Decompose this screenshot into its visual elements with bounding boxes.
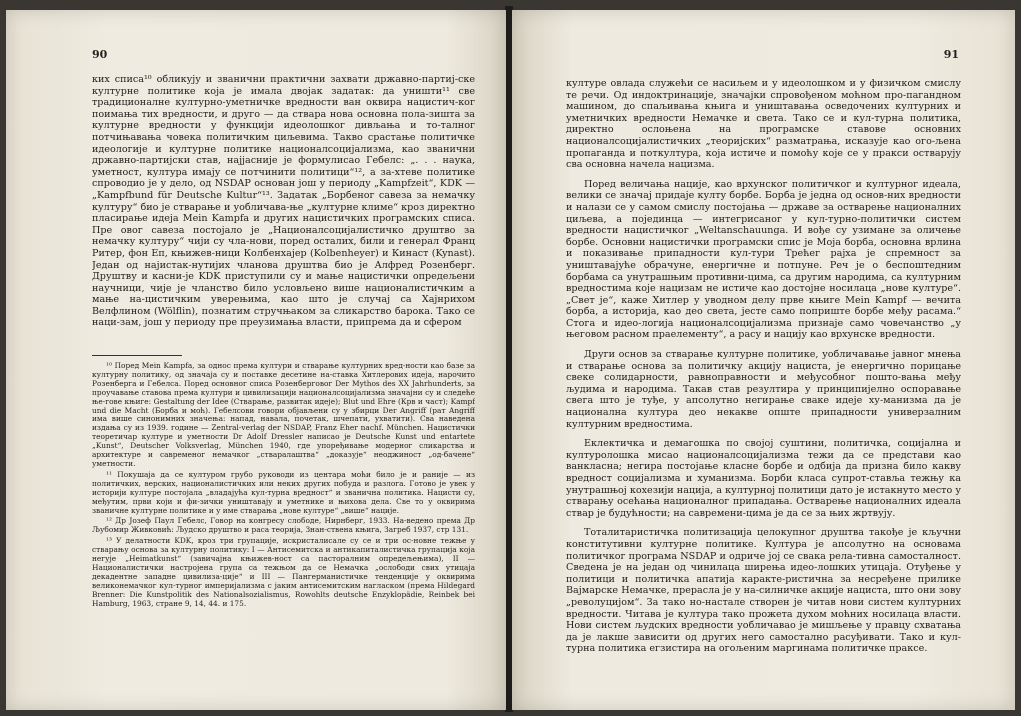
- footnote-13: ¹³ У делатности KDK, кроз три групације, искристалисале су се и три ос-новне тежње у стварању основа за културну политику: I — Антисемитска и антикапиталистичка групација која негује „Heimatkunst“ (завичајна књижев-ност са пасторалним опредељењима), II — Националистички настројена група са тежњом да се Немачка „ослободи свих утицаја декадентне западне цивилиза-ције“ и III — Пангерманистичке тенденције у оквирима великонемачког кул-турног империјализма с јаким антисемитским нагласком (према Hildegard Brenner: Die Kunstpolitik des Nationalsozialismus, Rowohlts deutsche Enzyklopädie, Reinbek bei Hamburg, 1963, стране 9, 14, 44. и 175.: [92, 536, 475, 608]
- right-paragraph-1: културе овлада служећи се насиљем и у идеолошком и у физичком смислу те речи. Од индоктринације, значајки спровођеном моћном про-пагандном машином, до спаљивања књига и уништавања осведочених културних и уметничких вредности Немачке и света. Тако се и кул-турна политика, директно ослоњена на програмске ставове основних националсоцијалистичких „теоријских“ разматрања, исказује као ого-љена пропаганда и поткултура, која истиче и помоћу које се у пракси остварују сва основна начела нацизма.: [566, 78, 961, 171]
- page-number-right: 91: [943, 48, 959, 61]
- right-page: [512, 10, 1015, 710]
- left-body-text: [92, 74, 475, 350]
- footnote-separator: [92, 355, 182, 356]
- page-number-left: 90: [92, 48, 108, 61]
- footnote-10: ¹⁰ Поред Mein Kampfa, за однос према култури и стварање културних вред-ности као базе за културну политику, од значаја су и поставке десетине на-ставка Хитлерових идеја, нарочито Розенберга и Гебелса. Поред основног списа Розенберговог Der Mythos des XX Jahrhunderts, за проучавање ставова према култури и цивилизацији националсоцијализма значајни су и следеће ње-гове књиге: Gestaltung der Idee (Стварање, развитак идеје); Blut und Ehre (Крв и част); Kampf und die Macht (Борба и моћ). Гебелсови говори објављени су у збирци Der Angriff (рат Angriff има више синонимних значења: напад, навала, почетак, шчепати, ухватити). Сва наведена издања су из 1939. године — Zentral-verlag der NSDAP, Franz Eher nachf. München. Нацистички теоретичар културе и уметности Dr Adolf Dressler написао је Deutsche Kunst und entartete „Kunst“, Deutscher Volksverlag, München 1940, где упоређивање модерног сликарства и архитектуре и савременог немачког „стваралаштва“ „доказује“ неоджиност „од-бачене“ уметности.: [92, 362, 475, 468]
- left-body-paragraph: ких списа¹⁰ обликују и званични практични захвати државно-партиј-ске културне политике која је имала двојак задатак: да уништи¹¹ све традиционалне културно-уметничке вредности ван оквира нацистич-ког поимања тих вредности, и друго — да ствара нова основна пола-зишта за културне вредности у функцији идеолошког дивљања и то-талног потчињавања човека политичким циљевима. Такво срастање политичке идеологије и културне политике националсоцијализма, као званични државно-партијски став, најјасније је формулисао Гебелс: „. . . наука, уметност, култура имају се потчинити политици“¹², а за-хтеве политике спроводио је у дело, од NSDAP основан још у периоду „Kampfzeit“, KDK — „Kampfbund für Deutsche Kultur“¹³. Задатак „Борбеног савеза за немачку културу“ био је стварање и уобличава-ње „културне климе“ кроз директно пласирање идеја Mein Kampfa и других нацистичких програмских списа. Пре овог савеза постојало је „Националсоцијалистичко друштво за немачку културу“ чији су чла-нови, поред осталих, били и генерал Франц Ритер, фон Еп, књижев-ници Колбенхајер (Kolbenheyer) и Кинаст (Kynast). Један од најистак-нутијих чланова друштва био је Алфред Розенберг. Друштву и касни-је KDK приступили су и мање нацистички опредељени научници, чије је чланство било условљено више националистичким а мање на-цистичким уверењима, као што је случај са Хајнрихом Велфлином (Wölflin), познатим стручњаком за сликарство барока. Тако се наци-зам, још у периоду пре преузимања власти, припрема да и сфером: [92, 74, 475, 329]
- right-paragraph-2: Поред величања нације, као врхунског политичког и културног идеала, велики се значај придаје култу борбе. Борба је једна од основ-них вредности и налази се у самом смислу постојања — државе за остварење националних циљева, а појединца — интегрисаног у кул-турно-политички систем вредности нацистичког „Weltanschauunga. И вође су узимане за оличење борбе. Основни нацистички програмски спис је Моја борба, основна врлина и показивање припадности кул-тури Трећег рајха је спремност за уништавајуће обрачуне, енергичне и потпуне. Реч је о беспоштедним борбама са унутрашњим противни-цима, са другим народима, са културним вредностима које нацизам не истиче као достојне носилаца „нове културе“. „Свет је“, каже Хитлер у уводном делу прве књиге Mein Kampf — вечита борба, а историја, као део света, јесте само поприште борбе међу расама.“ Стога и идео-логија националсоцијализма признаје само човечанство „у његовом расном праелементу“, а расу и нацију као врхунске вредности.: [566, 178, 961, 341]
- footnote-12: ¹² Др Јозеф Паул Гебелс, Говор на конгресу слободе, Нирнберг, 1933. На-ведено према Др Љубомир Живковић: Људско друштво и раса теорија, Знан-ствена књига, Загреб 1937, стр 131.: [92, 516, 475, 535]
- right-paragraph-4: Еклектичка и демагошка по својој суштини, политичка, социјална и културолошка мисао националсоцијализма тежи да се представи као ванкласна; негира постојање класне борбе и одбија да призна било какву вредност социјализма и хуманизма. Борби класа супрот-стављa тежњу ка унутрашњој кохезији нација, а културној политици дато је истакнуто место у стварању осећања националног припадања. Остварење националних идеала ствар је будућности; на савремени-цима је да се за њих жртвују.: [566, 438, 961, 519]
- right-body-text: [566, 78, 961, 690]
- footnote-11: ¹¹ Покушаја да се културом грубо руководи из центара моћи било је и раније — из политичких, верских, националистичких или неких других побуда и разлога. Готово је увек у историји културе постојала „владајућа кул-турна вредност“ и званична политика. Нацисти су, међутим, први који и фи-зички уништавају и уметнике и њихова дела. Све то у оквирима званичне културне политике и у име стварања „нове културе“ „више“ нације.: [92, 469, 475, 515]
- left-page: [6, 10, 506, 710]
- right-paragraph-3: Други основ за стварање културне политике, уобличавање јавног мнења и стварање основа за политичку акцију нациста, је енергично порицање свеке солидарности, равноправности и међусобног пошто-вања међу људима и народима. Такав став резултира у принципијелно оспоравање свега што је туђе, у апсолутно негирање сваке идеје ху-манизма да је национална култура део некакве опште припадности универзалним културним вредностима.: [566, 349, 961, 430]
- right-paragraph-5: Тоталитаристичка политизација целокупног друштва такође је кључни конститутивни културне политике. Култура је апсолутно на основама политичког програма NSDAP и одриче јој се свака рела-тивна самосталност. Сведена је на један од чинилаца ширења идео-лошких утицаја. Отуђење у политици и политичка апатија карактe-ристична за несређене прилике Вајмарске Немачке, прерасла је у на-силничке акције нациста, што они зову „револуцијом“. За тако но-настале створен је читав нови систем културних вредности. Читава је култура тако прожета духом моћних носилаца власти. Нови систем људских вредности уобличавао је мишљење у правцу схватања да је лакше зависити од других него самостално расуђивати. Тако и кул-турна политика егзистира на огољеним маргинама политичке праксе.: [566, 527, 961, 655]
- footnotes: [92, 362, 475, 682]
